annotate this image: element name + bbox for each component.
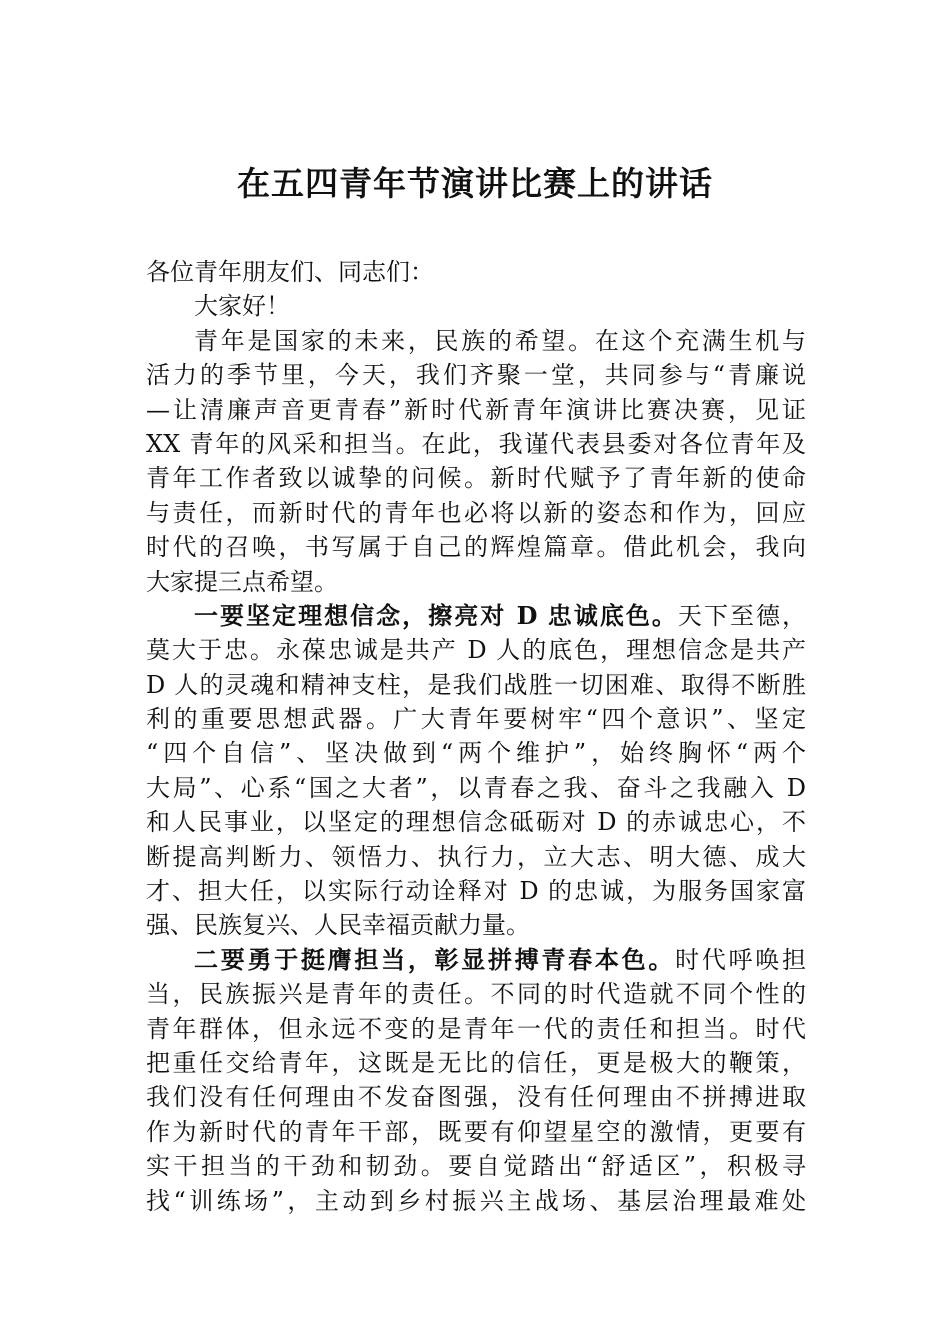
document-title: 在五四青年节演讲比赛上的讲话: [237, 164, 713, 203]
paragraph-line: 找“训练场”，主动到乡村振兴主战场、基层治理最难处: [146, 1186, 806, 1215]
paragraph-line: —让清廉声音更青春”新时代新青年演讲比赛决赛，见证: [146, 395, 806, 424]
paragraph-line: 青年工作者致以诚挚的问候。新时代赋予了青年新的使命: [146, 464, 806, 493]
salutation: 各位青年朋友们、同志们：: [146, 258, 434, 286]
paragraph-line: 和人民事业，以坚定的理想信念砥砺对 D 的赤诚忠心，不: [146, 808, 806, 837]
paragraph-line-tail: 时代呼唤担: [675, 945, 807, 974]
paragraph-line: 活力的季节里，今天，我们齐聚一堂，共同参与“青廉说: [146, 361, 806, 390]
paragraph-line: XX 青年的风采和担当。在此，我谨代表县委对各位青年及: [146, 429, 806, 458]
paragraph-line: 实干担当的干劲和韧劲。要自觉踏出“舒适区”，积极寻: [146, 1152, 806, 1181]
paragraph-line: 利的重要思想武器。广大青年要树牢“四个意识”、坚定: [146, 705, 806, 734]
paragraph-line: “四个自信”、坚决做到“两个维护”，始终胸怀“两个: [146, 739, 806, 768]
paragraph-2: [146, 599, 806, 943]
paragraph-3: [146, 943, 806, 1218]
paragraph-line: 青年群体，但永远不变的是青年一代的责任和担当。时代: [146, 1014, 806, 1043]
section-heading-1: 一要坚定理想信念，擦亮对 D 忠诚底色。: [194, 600, 678, 630]
paragraph-line: 大局”、心系“国之大者”，以青春之我、奋斗之我融入 D: [146, 773, 806, 802]
paragraph-line: 青年是国家的未来，民族的希望。在这个充满生机与: [194, 326, 806, 355]
paragraph-line: 与责任，而新时代的青年也必将以新的姿态和作为，回应: [146, 498, 806, 527]
section-heading-2: 二要勇于挺膺担当，彰显拼搏青春本色。: [194, 944, 676, 974]
paragraph-line-tail: 天下至德，: [677, 601, 807, 630]
paragraph-line: 断提高判断力、领悟力、执行力，立大志、明大德、成大: [146, 842, 806, 871]
greeting: 大家好！: [194, 292, 290, 321]
paragraph-line: 把重任交给青年，这既是无比的信任，更是极大的鞭策，: [146, 1048, 806, 1077]
paragraph-line: 才、担大任，以实际行动诠释对 D 的忠诚，为服务国家富: [146, 877, 806, 906]
paragraph-line: 强、民族复兴、人民幸福贡献力量。: [146, 911, 530, 940]
paragraph-line: [146, 599, 806, 633]
paragraph-line: 当，民族振兴是青年的责任。不同的时代造就不同个性的: [146, 980, 806, 1009]
paragraph-line: [146, 943, 806, 977]
paragraph-line: 作为新时代的青年干部，既要有仰望星空的激情，更要有: [146, 1117, 806, 1146]
document-body: [146, 255, 806, 1218]
paragraph-line: 大家提三点希望。: [146, 567, 338, 596]
paragraph-line: D 人的灵魂和精神支柱，是我们战胜一切困难、取得不断胜: [146, 670, 806, 699]
paragraph-line: 莫大于忠。永葆忠诚是共产 D 人的底色，理想信念是共产: [146, 636, 806, 665]
paragraph-line: 我们没有任何理由不发奋图强，没有任何理由不拼搏进取: [146, 1083, 806, 1112]
paragraph-line: 时代的召唤，书写属于自己的辉煌篇章。借此机会，我向: [146, 533, 806, 562]
paragraph-1: [146, 324, 806, 599]
